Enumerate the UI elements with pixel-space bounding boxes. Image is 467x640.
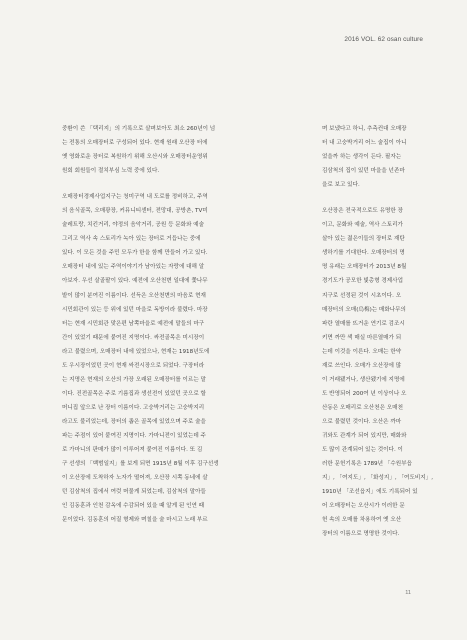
text-line: 는데 이것을 이른다. 오매는 한약	[322, 348, 402, 355]
page-number: 11	[405, 590, 411, 596]
text-line: 술레트랑, 치킨거리, 야정의 음악거리, 공원 등 문화와 예술	[62, 222, 205, 229]
text-line: 간이 있었기 때문에 붙여진 지명이다. 싸전골목은 미시장이	[62, 334, 205, 341]
text-line: 었을까 하는 생각이 든다. 필자는	[322, 154, 402, 161]
text-line: 지구로 선정된 것이 시초이다. 오	[322, 292, 402, 299]
text-line: 키면 까만 색 매실 마른열매가 되	[322, 334, 402, 341]
text-line: 인 김동훈과 인천 감옥에 수감되어 있을 때 알게 된 인연 때	[62, 503, 205, 510]
text-line: 그리고 역사 속 스토리가 녹아 있는 장터로 거듭나는 중에	[62, 236, 201, 243]
text-line: 생하기를 기대한다. 오매장터의 명	[322, 250, 405, 257]
text-line: 도 우시장이었던 곳이 현재 싸전시장으로 되었다. 구장터라	[62, 362, 205, 369]
paragraph	[322, 122, 406, 192]
text-line: 을로 보고 있다.	[322, 182, 360, 189]
text-line: 귀와도 관계가 되어 있지만, 매화와	[322, 432, 407, 439]
text-line: 살아 있는 젊은이들의 장터로 재탄	[322, 236, 405, 243]
text-line: 로 가마니의 판매가 많이 이루어져 붙여진 이름이다. 또 김	[62, 447, 203, 454]
text-line: 1910년 「조선읍지」에도 기록되어 있	[322, 489, 418, 496]
text-line: 있다. 이 모든 것을 주민 모두가 한을 함께 만들어 가고 있다.	[62, 250, 208, 257]
paragraph	[62, 122, 298, 178]
text-line: 이고, 문화와 예술, 역사 스토리가	[322, 222, 403, 229]
text-line: 러한 문헌기록은 1789년 「수원부읍	[322, 461, 413, 468]
header-volume: VOL. 62	[360, 36, 386, 43]
text-line: 도 반영되어 200여 년 이상이나 오	[322, 390, 407, 397]
text-line: 재로 쓰인다. 오매가 오산장에 많	[322, 362, 402, 369]
text-line: 밭이 많이 분여진 이름이다. 선득은 오산천변의 마음로 현재	[62, 292, 206, 299]
text-line: 이다. 진전골목은 주로 기름집과 생선전이 있었던 곳으로 할	[62, 390, 206, 397]
header-magazine: osan culture	[386, 36, 423, 43]
text-line: 경기도가 공모한 빛총형 경제사업	[322, 278, 403, 285]
text-line: 원회 회원들이 절치부심 노력 중에 있다.	[62, 168, 160, 175]
right-column	[322, 122, 434, 541]
text-line: 으로 불렸던 것이다. 오산은 까마	[322, 418, 402, 425]
text-line: 김삼척의 집이 있던 마을을 넌존마	[322, 168, 405, 175]
text-line: 어 오매장터는 오산시가 이러한 문	[322, 503, 405, 510]
text-line: 며 보냈다고 하니, 추측컨대 오매장	[322, 126, 407, 132]
text-line: 는 지명은 현재의 오산의 가장 오래된 오매장터를 이르는 말	[62, 376, 206, 383]
text-line: 아보자. 우선 살골팔이 있다. 예전에 오산천변 일대에 쫓나무	[62, 278, 208, 285]
text-line: 이 거래됐거나, 생산됐기에 지명에	[322, 376, 405, 383]
text-line: 지」, 「여지도」, 「화성지」, 「여도비지」,	[322, 475, 434, 482]
text-line: 장터의 이름으로 명명한 것이다.	[322, 531, 400, 538]
text-line: 머니집 앞으로 난 장터 이름이다. 고숭박거리는 고숭박지리	[62, 404, 205, 411]
text-line: 터는 현재 시민회관 맞은편 남쪽마을로 예전에 말들의 마구	[62, 320, 205, 327]
text-line: 터 내 고숭박거리 어느 술집이 아니	[322, 140, 407, 147]
text-line: 산동은 오매리로 오산천은 오매천	[322, 404, 403, 411]
running-header	[344, 36, 423, 43]
text-line: 구 선생의 「백범일지」를 보게 되면 1915년 8월 이후 김구선생	[62, 461, 219, 468]
text-line: 시민회관이 있는 등 위에 있던 마을로 독방이라 불렸다. 마장	[62, 306, 208, 313]
text-line: 의 음식골목, 오매광장, 커뮤니티센터, 전망대, 공방촌, TV미	[62, 208, 208, 215]
left-column	[62, 122, 298, 527]
paragraph	[322, 204, 434, 541]
paragraph	[62, 190, 298, 527]
text-line: 오매장터경제사업지구는 청미구역 내 도로를 정비하고, 주역	[62, 194, 208, 201]
text-line: 옛 영화로운 장터로 복원하기 위해 오산시와 오매장터운영위	[62, 154, 208, 161]
text-line: 명 유래는 오매장터가 2013년 8월	[322, 264, 407, 271]
text-line: 문이었다. 김동훈의 어질 형제와 며칠을 술 마시고 노래 부르	[62, 517, 208, 524]
text-line: 매장터의 오매(烏梅)는 매화나무의	[322, 306, 406, 313]
text-line: 오산장은 전국적으로도 유명한 장	[322, 208, 403, 215]
text-line: 라고 불렸으며, 오매장터 내에 있었으나, 현재는 1918년도에	[62, 348, 210, 355]
text-line: 는 전통의 오매장터로 구성되어 있다. 현재 원래 오산장 터에	[62, 140, 208, 147]
text-line: 헌 속의 오매를 차용하여 옛 오산	[322, 517, 402, 524]
text-line: 파란 열매를 뜨거운 연기로 검조시	[322, 320, 405, 327]
text-line: 라고도 불리었는데, 장터의 좁은 골목에 있었으며 주로 술을	[62, 418, 206, 425]
text-line: 중환이 쓴 「택리지」의 기록으로 살펴보아도 최소 260년이 넘	[62, 126, 216, 132]
text-line: 오매장터 내에 있는 주역이야기가 남아있는 자랑에 대해 알	[62, 264, 205, 271]
header-year: 2016	[344, 36, 360, 43]
text-line: 파는 주점이 있어 붙여진 지명이다. 가마니전이 있었는데 주	[62, 432, 206, 439]
text-line: 도 많이 관계되어 있는 것이다. 이	[322, 447, 403, 454]
text-line: 던 김삼척의 집에서 여럿 머물게 되었는데, 김삼척의 말아들	[62, 489, 206, 496]
text-line: 이 오산장에 도착하자 노자가 떨어져, 오산장 시쪽 동네에 살	[62, 475, 208, 482]
